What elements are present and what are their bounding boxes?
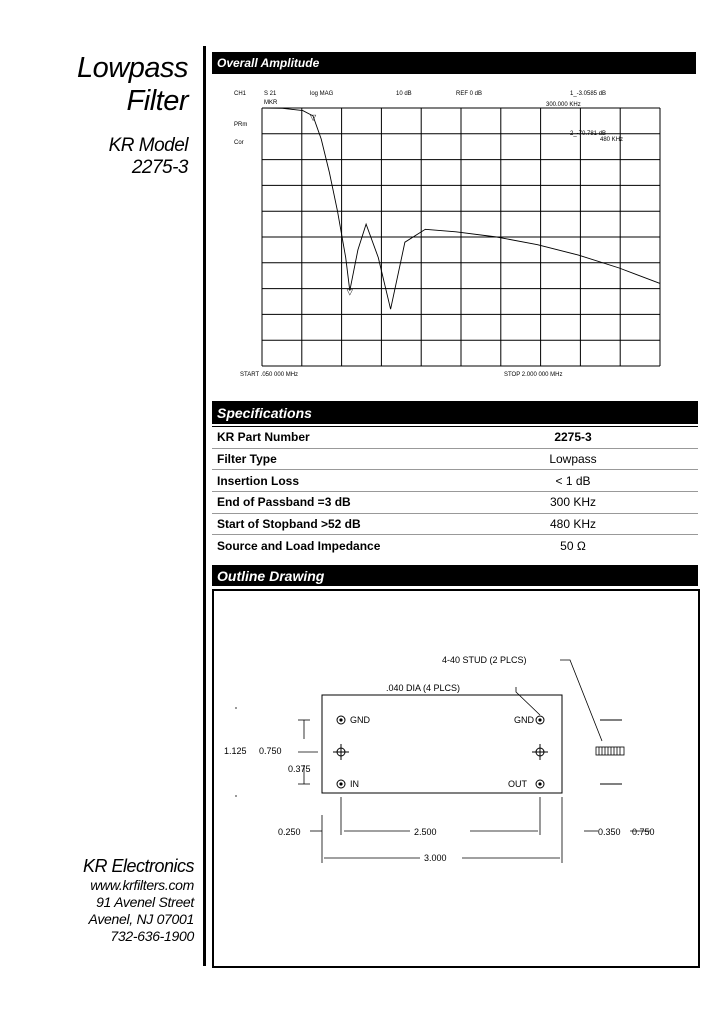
dim-stud-span: 0.350 bbox=[598, 827, 621, 837]
spec-row bbox=[212, 535, 698, 556]
chart-grid bbox=[262, 108, 660, 366]
spec-row bbox=[212, 513, 698, 535]
plot-start: START .050 000 MHz bbox=[240, 372, 299, 378]
pin-gnd-left-label: GND bbox=[350, 715, 370, 725]
outline-drawing bbox=[214, 591, 698, 966]
plot-scale: 10 dB bbox=[396, 91, 412, 97]
spec-label: Insertion Loss bbox=[212, 470, 448, 492]
pin-in-label: IN bbox=[350, 779, 359, 789]
spec-header-label: KR Part Number bbox=[212, 427, 448, 449]
dim-length: 3.000 bbox=[424, 853, 447, 863]
chart-marker-1: ▽ bbox=[310, 112, 317, 122]
pin-out bbox=[536, 780, 544, 788]
plot-ref: REF 0 dB bbox=[456, 91, 483, 97]
dim-left-offset: 0.250 bbox=[278, 827, 301, 837]
mount-hole-left bbox=[333, 744, 349, 760]
stud-label: 4-40 STUD (2 PLCS) bbox=[442, 655, 527, 665]
model-label: KR Model bbox=[108, 135, 188, 156]
company-website[interactable]: www.krfilters.com bbox=[90, 877, 194, 893]
title-line-1: Lowpass bbox=[77, 52, 188, 84]
company-info bbox=[83, 856, 194, 945]
hole-leader bbox=[516, 687, 540, 715]
dim-half: 0.375 bbox=[288, 764, 311, 774]
dim-right: 0.750 bbox=[632, 827, 655, 837]
pin-gnd-right-label: GND bbox=[514, 715, 534, 725]
spec-label: Filter Type bbox=[212, 448, 448, 470]
spec-value: Lowpass bbox=[448, 448, 698, 470]
marker2-value: 2_-70.781 dB bbox=[570, 131, 607, 137]
plot-prm: PRm bbox=[234, 122, 248, 128]
company-phone: 732-636-1900 bbox=[110, 928, 194, 944]
spec-value: < 1 dB bbox=[448, 470, 698, 492]
spec-label: Source and Load Impedance bbox=[217, 538, 381, 553]
specifications-table bbox=[212, 426, 698, 556]
plot-param: S 21 bbox=[264, 91, 277, 97]
spec-value: 480 KHz bbox=[448, 513, 698, 535]
spec-label: End of Passband =3 dB bbox=[212, 492, 448, 514]
vertical-divider bbox=[203, 46, 206, 966]
spec-row bbox=[212, 492, 698, 514]
plot-stop: STOP 2.000 000 MHz bbox=[504, 372, 563, 378]
specifications-section-header: Specifications bbox=[212, 401, 698, 424]
dim-height: 1.125 bbox=[224, 746, 247, 756]
pin-gnd-right bbox=[536, 716, 544, 724]
stud-leader bbox=[560, 660, 602, 741]
spec-row bbox=[212, 448, 698, 470]
marker2-freq: 480 KHz bbox=[600, 137, 624, 143]
pin-gnd-left bbox=[337, 716, 345, 724]
company-name: KR Electronics bbox=[82, 856, 194, 876]
company-city: Avenel, NJ 07001 bbox=[88, 911, 194, 927]
model-number: 2275-3 bbox=[131, 157, 188, 178]
stud-icon bbox=[596, 747, 624, 755]
amplitude-section-header: Overall Amplitude bbox=[212, 52, 696, 74]
hole-label: .040 DIA (4 PLCS) bbox=[386, 683, 461, 693]
pin-in bbox=[337, 780, 345, 788]
marker1-value: 1_-3.0585 dB bbox=[570, 91, 607, 97]
title-line-2: Filter bbox=[126, 85, 188, 117]
pin-out-label: OUT bbox=[508, 779, 527, 789]
plot-channel: CH1 bbox=[234, 91, 247, 97]
dim-pin-span: 2.500 bbox=[414, 827, 437, 837]
plot-cor: Cor bbox=[234, 140, 244, 146]
marker1-freq: 300.000 KHz bbox=[546, 102, 581, 108]
spec-row bbox=[212, 470, 698, 492]
mount-hole-right bbox=[532, 744, 548, 760]
spec-value: 300 KHz bbox=[448, 492, 698, 514]
spec-header-row bbox=[212, 427, 698, 449]
spec-header-value: 2275-3 bbox=[448, 427, 698, 449]
chart-marker-2: ▽ bbox=[346, 287, 353, 297]
company-street: 91 Avenel Street bbox=[96, 894, 194, 910]
outline-section-header: Outline Drawing bbox=[212, 565, 698, 586]
dim-inner-height: 0.750 bbox=[259, 746, 282, 756]
spec-label: Start of Stopband >52 dB bbox=[212, 513, 448, 535]
spec-value: 50 Ω bbox=[560, 538, 586, 553]
title-panel bbox=[0, 0, 200, 1012]
amplitude-chart bbox=[228, 86, 668, 382]
plot-format: log MAG bbox=[310, 91, 334, 97]
outline-drawing-frame bbox=[212, 589, 700, 968]
plot-mkr: MKR bbox=[264, 100, 278, 106]
